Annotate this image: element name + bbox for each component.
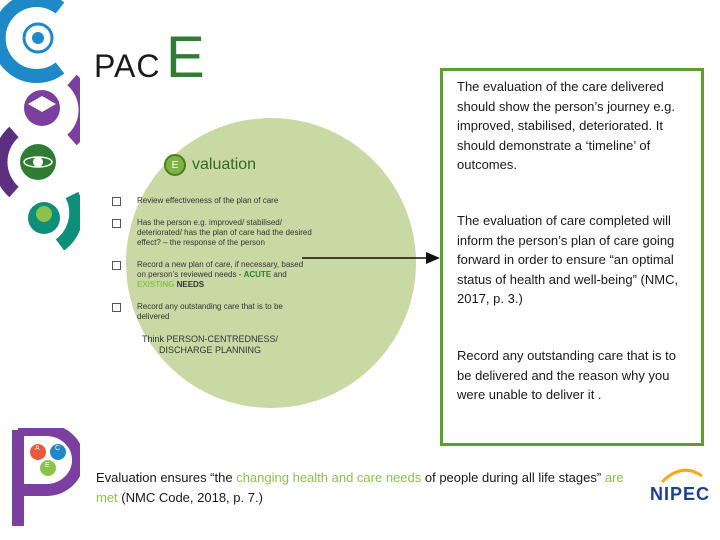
bullet-text: Record any outstanding care that is to be delivered <box>137 302 283 321</box>
pace-logo-rail <box>0 0 80 250</box>
list-item <box>112 218 312 248</box>
existing-label: EXISTING <box>137 280 175 289</box>
highlight-changing-needs: changing health and care needs <box>236 470 422 485</box>
pace-logo-e: E <box>45 462 50 469</box>
acute-label: ACUTE <box>243 270 272 279</box>
evaluation-info-panel <box>440 68 704 446</box>
evaluation-heading-text: valuation <box>192 156 257 173</box>
pace-logo-c: C <box>55 445 61 452</box>
highlight-are-met: are met <box>96 470 624 505</box>
bottom-quote: Evaluation ensures “the changing health and care needs of people during all life stages” are met (NMC Code, 2018, p. 7.) <box>96 470 624 505</box>
list-item <box>112 302 312 322</box>
checkbox-icon <box>112 261 121 270</box>
title-big-letter: E <box>166 25 205 90</box>
panel-paragraph-3: Record any outstanding care that is to be delivered and the reason why you were unable to deliver it . <box>457 348 676 402</box>
evaluation-heading <box>164 154 256 176</box>
pace-p-logo <box>8 428 80 528</box>
evaluation-bullet-list <box>112 196 312 334</box>
checkbox-icon <box>112 219 121 228</box>
list-item <box>112 196 312 206</box>
e-badge-icon: E <box>164 154 186 176</box>
bullet-text: Record a new plan of care, if necessary, based on person’s reviewed needs - ACUTE and EXISTING NEEDS <box>137 260 304 289</box>
panel-paragraph-1: The evaluation of the care delivered should show the person’s journey e.g. improved, stabilised, deteriorated. It should demonstrate a ‘timeline’ of outcomes. <box>457 79 676 172</box>
page-title <box>94 25 205 90</box>
list-item <box>112 260 312 290</box>
nipec-swoosh-icon <box>660 462 704 484</box>
checkbox-icon <box>112 197 121 206</box>
title-prefix: PAC <box>94 48 161 84</box>
bullet-text: Has the person e.g. improved/ stabilised/ deteriorated/ has the plan of care had the desired effect? – the response of the person <box>137 218 312 247</box>
think-note: Think PERSON-CENTREDNESS/ DISCHARGE PLANNING <box>141 334 279 355</box>
bullet-text: Review effectiveness of the plan of care <box>137 196 279 205</box>
pace-logo-a: A <box>35 445 40 452</box>
checkbox-icon <box>112 303 121 312</box>
panel-paragraph-2: The evaluation of care completed will inform the person’s plan of care going forward in order to ensure “an optimal status of health and well-being” (NMC, 2017, p. 3.) <box>457 213 679 306</box>
arrow-right-icon <box>302 250 442 266</box>
nipec-logo: NIPEC <box>650 484 711 504</box>
